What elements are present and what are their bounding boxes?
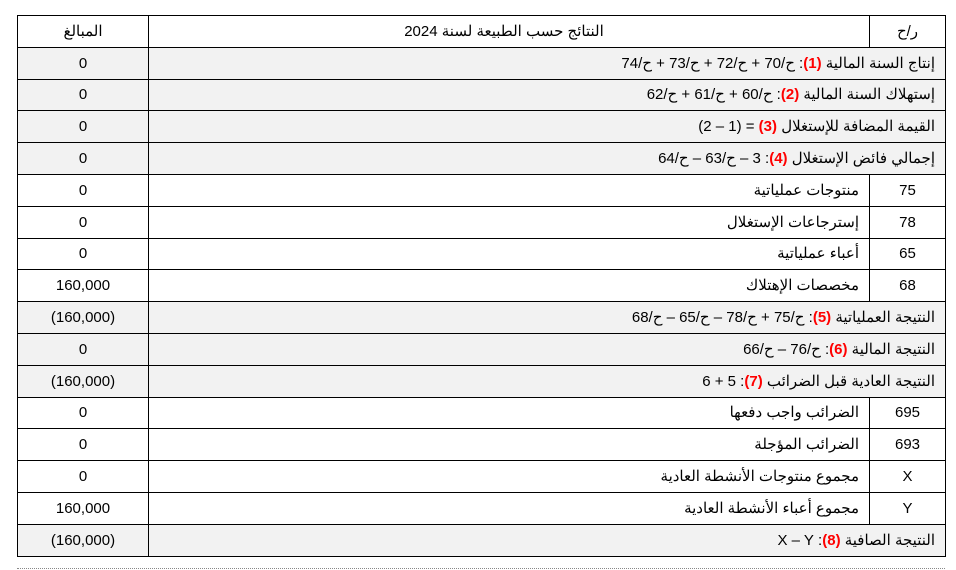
account-code: 695 <box>870 397 946 429</box>
row-label: إنتاج السنة المالية <box>825 54 935 72</box>
row-label: النتيجة العادية قبل الضرائب <box>766 372 935 390</box>
result-number: (3) <box>758 118 778 136</box>
table-row <box>18 143 946 175</box>
table-row <box>18 365 946 397</box>
row-formula: : 3 – ح/63 – ح/64 <box>658 150 770 168</box>
account-label: مخصصات الإهتلاك <box>149 270 870 302</box>
account-code: 75 <box>870 174 946 206</box>
row-formula: : X – Y <box>777 531 823 549</box>
result-number: (4) <box>769 150 788 168</box>
account-label: إسترجاعات الإستغلال <box>149 206 870 238</box>
account-code: 65 <box>870 238 946 270</box>
row-label: القيمة المضافة للإستغلال <box>781 118 935 136</box>
account-label: مجموع منتوجات الأنشطة العادية <box>149 461 870 493</box>
account-code: 693 <box>870 429 946 461</box>
table-row <box>18 333 946 365</box>
amount-cell: 0 <box>18 397 149 429</box>
table-row <box>18 174 946 206</box>
table-header-row <box>18 16 946 48</box>
account-label: الضرائب واجب دفعها <box>149 397 870 429</box>
result-number: (8) <box>822 531 841 549</box>
page-bottom-divider <box>17 568 945 569</box>
account-code: X <box>870 461 946 493</box>
summary-description-cell <box>149 302 946 334</box>
account-label: الضرائب المؤجلة <box>149 429 870 461</box>
results-table <box>17 15 946 557</box>
amount-cell: 0 <box>18 111 149 143</box>
result-number: (7) <box>744 372 763 390</box>
table-row <box>18 397 946 429</box>
summary-description-cell <box>149 143 946 175</box>
header-amount: المبالغ <box>18 16 149 48</box>
row-label: النتيجة المالية <box>851 340 935 358</box>
summary-description-cell <box>149 79 946 111</box>
row-formula: = (1 – 2) <box>698 118 759 136</box>
summary-description-cell <box>149 524 946 556</box>
table-row <box>18 524 946 556</box>
amount-cell: 0 <box>18 47 149 79</box>
table-row <box>18 270 946 302</box>
row-label: إجمالي فائض الإستغلال <box>791 150 935 168</box>
amount-cell: 160,000 <box>18 492 149 524</box>
amount-cell: 0 <box>18 238 149 270</box>
table-row <box>18 461 946 493</box>
table-row <box>18 47 946 79</box>
amount-cell: (160,000) <box>18 365 149 397</box>
row-label: النتيجة الصافية <box>844 531 935 549</box>
amount-cell: 0 <box>18 79 149 111</box>
header-code: ر/ح <box>870 16 946 48</box>
amount-cell: 0 <box>18 429 149 461</box>
amount-cell: 160,000 <box>18 270 149 302</box>
summary-description-cell <box>149 365 946 397</box>
amount-cell: 0 <box>18 143 149 175</box>
table-row <box>18 429 946 461</box>
row-formula: : ح/60 + ح/61 + ح/62 <box>646 86 781 104</box>
account-label: أعباء عملياتية <box>149 238 870 270</box>
table-row <box>18 238 946 270</box>
summary-description-cell <box>149 333 946 365</box>
row-formula: : ح/76 – ح/66 <box>743 340 830 358</box>
account-label: منتوجات عملياتية <box>149 174 870 206</box>
summary-description-cell <box>149 47 946 79</box>
table-row <box>18 302 946 334</box>
table-row <box>18 206 946 238</box>
table-row <box>18 111 946 143</box>
row-formula: : 5 + 6 <box>702 372 745 390</box>
header-title: النتائج حسب الطبيعة لسنة 2024 <box>149 16 870 48</box>
amount-cell: 0 <box>18 174 149 206</box>
account-code: Y <box>870 492 946 524</box>
result-number: (5) <box>812 309 832 327</box>
amount-cell: 0 <box>18 333 149 365</box>
table-body <box>18 47 946 556</box>
amount-cell: 0 <box>18 461 149 493</box>
table-row <box>18 492 946 524</box>
account-label: مجموع أعباء الأنشطة العادية <box>149 492 870 524</box>
result-number: (1) <box>803 54 822 72</box>
amount-cell: (160,000) <box>18 524 149 556</box>
amount-cell: 0 <box>18 206 149 238</box>
row-label: إستهلاك السنة المالية <box>803 86 935 104</box>
result-number: (6) <box>829 340 848 358</box>
result-number: (2) <box>780 86 800 104</box>
row-label: النتيجة العملياتية <box>835 309 935 327</box>
row-formula: : ح/75 + ح/78 – ح/65 – ح/68 <box>631 309 813 327</box>
table-row <box>18 79 946 111</box>
account-code: 78 <box>870 206 946 238</box>
account-code: 68 <box>870 270 946 302</box>
summary-description-cell <box>149 111 946 143</box>
row-formula: : ح/70 + ح/72 + ح/73 + ح/74 <box>621 54 804 72</box>
amount-cell: (160,000) <box>18 302 149 334</box>
